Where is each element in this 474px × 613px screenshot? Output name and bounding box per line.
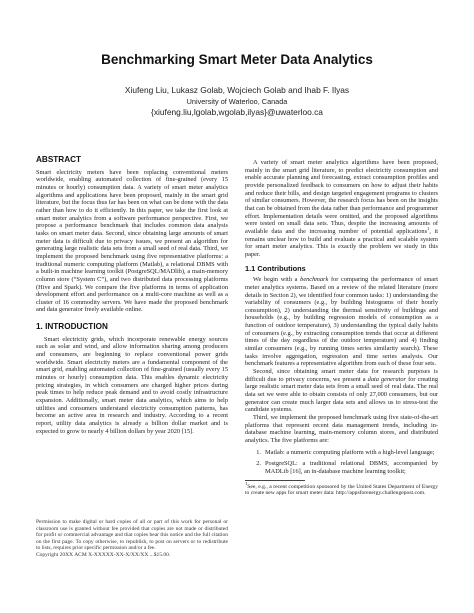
abstract-text: Smart electricity meters have been replacing conventional meters worldwide, enabling automated collection of fine-grained (every 15 minutes or hourly) consumption data. A variety of smart meter analytics algorithms and applications have been proposed, mainly in the smart grid literature, but the focus thus far has been on what can be done with the data rather than how to do it efficiently. In this paper, we take the first look at smart meter analytics from a software performance perspective. First, we propose a performance benchmark that includes common data analysis tasks on smart meter data. Second, since obtaining large amounts of smart meter data is difficult due to privacy issues, we present an algorithm for generating large realistic data sets from a small seed of real data. Third, we implement the proposed benchmark using five representative platforms: a traditional numeric computing platform (Matlab), a relational DBMS with a built-in machine learning toolkit (PostgreSQL/MADlib), a main-memory column store (“System C”), and two distributed data processing platforms (Hive and Spark). We compare the five platforms in terms of application development effort and performance on a multi-core machine as well as a cluster of 16 commodity servers. We have made the proposed benchmark and data generator freely available online. [36, 168, 228, 314]
introduction-paragraph: Smart electricity grids, which incorporate renewable energy sources such as solar and wind, and allow information sharing among producers and consumers, are beginning to replace conventional power grids worldwide. Smart electricity meters are a fundamental component of the smart grid, enabling automated collection of fine-grained (usually every 15 minutes or hourly) consumption data. This enables dynamic electricity pricing strategies, in which consumers are charged higher prices during peak times to help reduce peak demand and to avoid costly infrastructure expansion. Additionally, smart meter data analytics, which aims to help utilities and consumers understand electricity consumption patterns, has become an active area in research and industry. According to a recent report, utility data analytics is already a billion dollar market and is expected to grow to nearly 4 billion dollars by year 2020 [15]. [36, 335, 228, 435]
abstract-heading: ABSTRACT [36, 155, 82, 164]
introduction-heading: 1. INTRODUCTION [36, 322, 108, 332]
intro-continued-tail: , it remains unclear how to build and evaluate a practical and scalable system for smart meter analytics. This is exactly the problem we study in this paper. [245, 227, 439, 258]
contributions-p2-rest: for creating large realistic smart meter data sets from a small seed of real data. The real data set we were able to obtain consists of only 27,000 consumers, but our generator can create much larger data sets and allows us to stress-test the candidate systems. [245, 375, 438, 414]
permission-notice [36, 519, 228, 559]
footnote-number: 1 [245, 480, 248, 486]
intro-continued-text: A variety of smart meter analytics algorithms have been proposed, mainly in the smart grid literature, to predict electricity consumption and enable accurate planning and forecasting, extract consumption profiles and provide personalized feedback to consumers on how to adjust their habits and reduce their bills, and design targeted engagement programs to clusters of similar consumers. However, the research focus has been on the insights that can be obtained from the data rather than performance and programmer effort. Implementation details were omitted, and the proposed algorithms were tested on small data sets. Thus, despite the increasing amounts of available data and the increasing number of potential applications [245, 159, 438, 235]
author-affiliation: University of Waterloo, Canada [186, 97, 288, 106]
contributions-paragraph-1 [245, 276, 438, 368]
paper-title: Benchmarking Smart Meter Data Analytics [101, 52, 373, 67]
contributions-p1-benchmark: benchmark [300, 276, 329, 284]
permission-text: Permission to make digital or hard copies of all or part of this work for personal or classroom use is granted without fee provided that copies are not made or distributed for profit or commercial advantage and that copies bear this notice and the full citation on the first page. To copy otherwise, to republish, to post on servers or to redistribute to lists, requires prior specific permission and/or a fee. [36, 519, 228, 552]
intro-continued-paragraph [245, 159, 438, 259]
copyright-line: Copyright 20XX ACM X-XXXXX-XX-X/XX/XX ...$15.00. [36, 551, 171, 558]
contributions-paragraph-3: Third, we implement the proposed benchmark using five state-of-the-art platforms that represent recent data management trends, including in-database machine learning, main-memory column stores, and distributed analytics. The five platforms are: [245, 414, 438, 444]
list-item [245, 449, 438, 457]
list-item-text: Matlab: a numeric computing platform with a high-level language; [265, 448, 435, 456]
list-item [245, 460, 438, 475]
footnote-mark: 1 [427, 225, 430, 231]
contributions-p1-rest: for comparing the performance of smart meter analytics systems. Based on a review of the related literature (more details in Section 2), we identified four common tasks: 1) understanding the variability of consumers (e.g., by building histograms of their hourly consumption), 2) understanding the thermal sensitivity of buildings and households (e.g., by building regression models of consumption as a function of outdoor temperature), 3) understanding the typical daily habits of consumers (e.g., by extracting consumption trends that occur at different times of the day regardless of the outdoor temperature) and 4) finding similar consumers (e.g., by running times series similarity search). These tasks involve aggregation, regression and time series analysis. Our benchmark features a representative algorithm from each of these four sets. [245, 276, 438, 368]
author-block [0, 85, 474, 118]
contributions-p1-start: We begin with a [253, 276, 301, 284]
contributions-p2-generator: data generator [367, 375, 407, 383]
left-column [36, 150, 228, 435]
right-column [245, 150, 438, 497]
footnote-text: See, e.g., a recent competition sponsored by the United States Department of Energy to create new apps for smart meter data: http://appsforenergy.challengepost.com. [245, 483, 438, 497]
contributions-paragraph-2 [245, 368, 438, 414]
footnote-divider [245, 480, 305, 481]
author-emails: {xiufeng.liu,lgolab,wgolab,ilyas}@uwaterloo.ca [151, 107, 323, 117]
list-item-number: 2. [256, 460, 261, 468]
platform-list [245, 449, 438, 476]
contributions-heading: 1.1 Contributions [245, 263, 306, 273]
author-names: Xiufeng Liu, Lukasz Golab, Wojciech Golab and Ihab F. Ilyas [124, 85, 350, 95]
list-item-number: 1. [256, 448, 261, 456]
list-item-text: PostgreSQL: a traditional relational DBMS, accompanied by MADLib [16], an in-database machine learning toolkit; [265, 460, 438, 475]
contributions-p2-start: Second, since obtaining smart meter data for research purposes is difficult due to privacy concerns, we present a [245, 368, 438, 383]
footnote [245, 480, 438, 497]
